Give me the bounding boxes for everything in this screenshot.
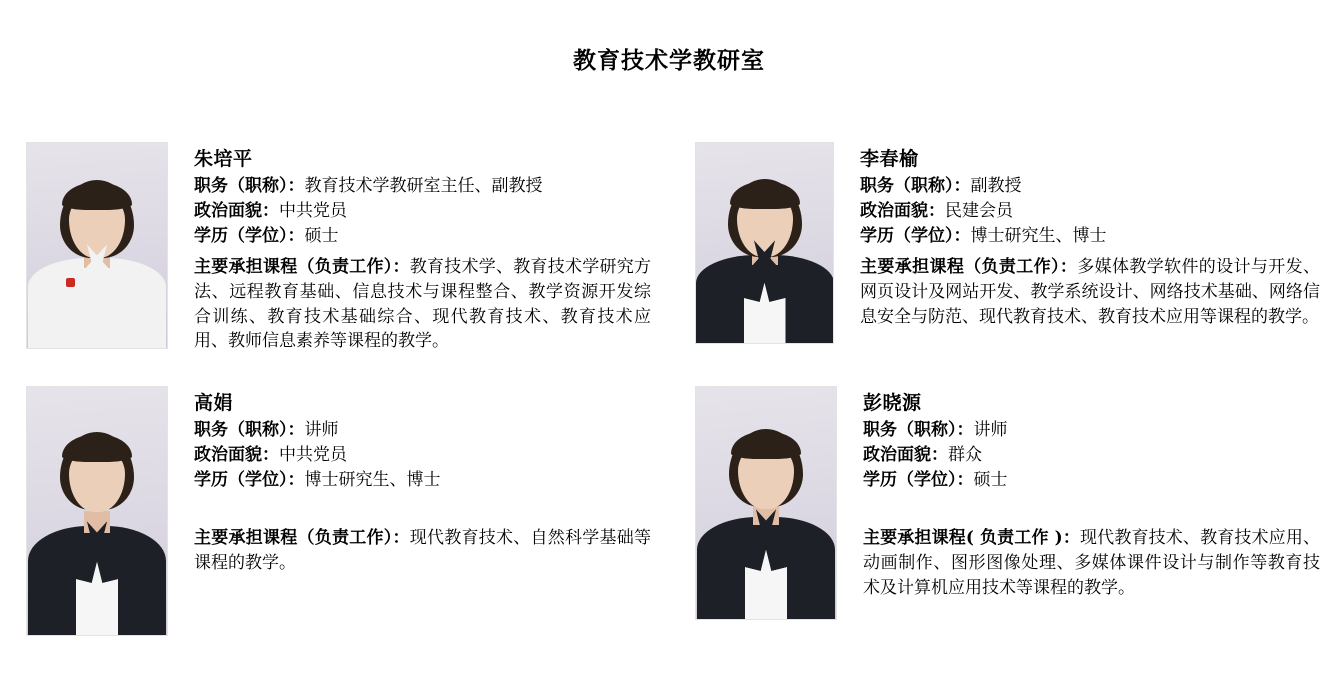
faculty-card — [669, 132, 1338, 354]
faculty-education — [863, 468, 1320, 492]
faculty-education — [860, 224, 1320, 248]
faculty-political — [863, 443, 1320, 467]
political-value: 中共党员 — [279, 445, 347, 466]
faculty-info — [168, 386, 651, 636]
position-label: 职务（职称）： — [194, 419, 305, 440]
faculty-political — [194, 199, 651, 223]
faculty-courses — [863, 526, 1320, 600]
courses-value: 多媒体教学软件的设计与开发、网页设计及网站开发、教学系统设计、网络技术基础、网络信息安全与防范、现代教育技术、教育技术应用等课程的教学。 — [860, 257, 1320, 327]
faculty-info — [834, 142, 1320, 354]
education-label: 学历（学位）： — [194, 470, 305, 491]
document-page — [0, 42, 1338, 693]
political-value: 民建会员 — [945, 201, 1013, 222]
avatar — [26, 142, 168, 349]
faculty-courses — [194, 526, 651, 575]
education-label: 学历（学位）： — [194, 226, 305, 247]
faculty-grid — [0, 132, 1338, 636]
faculty-card — [0, 132, 669, 354]
faculty-info — [837, 386, 1320, 636]
faculty-education — [194, 468, 651, 492]
spacer — [863, 493, 1320, 519]
position-value: 副教授 — [970, 176, 1022, 196]
courses-value: 现代教育技术、教育技术应用、动画制作、图形图像处理、多媒体课件设计与制作等教育技术及计算机应用技术等课程的教学。 — [863, 528, 1320, 598]
education-value: 博士研究生、博士 — [970, 226, 1107, 247]
political-value: 中共党员 — [279, 201, 347, 222]
faculty-name: 李春榆 — [860, 148, 919, 170]
courses-label: 主要承担课程（负责工作）： — [860, 257, 1078, 278]
position-label: 职务（职称）： — [863, 419, 974, 440]
avatar — [26, 386, 168, 636]
faculty-position — [863, 418, 1320, 442]
position-label: 职务（职称）： — [194, 176, 305, 196]
courses-value: 教育技术学、教育技术学研究方法、远程教育基础、信息技术与课程整合、教学资源开发综合训练、教育技术基础综合、现代教育技术、教育技术应用、教师信息素养等课程的教学。 — [194, 257, 651, 352]
political-label: 政治面貌： — [194, 445, 279, 466]
faculty-courses — [194, 255, 651, 354]
position-label: 职务（职称）： — [860, 176, 971, 196]
education-label: 学历（学位）： — [863, 470, 974, 491]
courses-label: 主要承担课程（负责工作）： — [194, 257, 410, 278]
faculty-political — [194, 443, 651, 467]
position-value: 教育技术学教研室主任、副教授 — [304, 176, 543, 196]
faculty-position — [194, 418, 651, 442]
faculty-courses — [860, 255, 1320, 329]
political-label: 政治面貌： — [863, 445, 948, 466]
education-value: 博士研究生、博士 — [304, 470, 441, 491]
education-label: 学历（学位）： — [860, 226, 971, 247]
courses-label: 主要承担课程( 负责工作 )： — [863, 528, 1081, 549]
faculty-position — [860, 174, 1320, 198]
faculty-card — [669, 354, 1338, 636]
faculty-name: 朱培平 — [194, 148, 253, 170]
avatar — [695, 386, 837, 620]
spacer — [194, 493, 651, 519]
photo-badge — [66, 278, 75, 287]
education-value: 硕士 — [304, 226, 339, 247]
photo-neck — [84, 511, 110, 533]
political-label: 政治面貌： — [860, 201, 945, 222]
faculty-position — [194, 174, 651, 198]
avatar — [695, 142, 834, 344]
courses-label: 主要承担课程（负责工作）： — [194, 528, 410, 549]
page-title: 教育技术学教研室 — [573, 47, 765, 74]
political-value: 群众 — [948, 445, 982, 466]
position-value: 讲师 — [304, 419, 339, 440]
faculty-education — [194, 224, 651, 248]
faculty-political — [860, 199, 1320, 223]
education-value: 硕士 — [973, 470, 1008, 491]
faculty-name: 彭晓源 — [863, 391, 922, 414]
courses-value: 现代教育技术、自然科学基础等课程的教学。 — [194, 528, 651, 573]
political-label: 政治面貌： — [194, 201, 279, 222]
position-value: 讲师 — [973, 419, 1008, 440]
faculty-name: 高娟 — [194, 391, 234, 414]
faculty-info — [168, 142, 651, 354]
faculty-card — [0, 354, 669, 636]
